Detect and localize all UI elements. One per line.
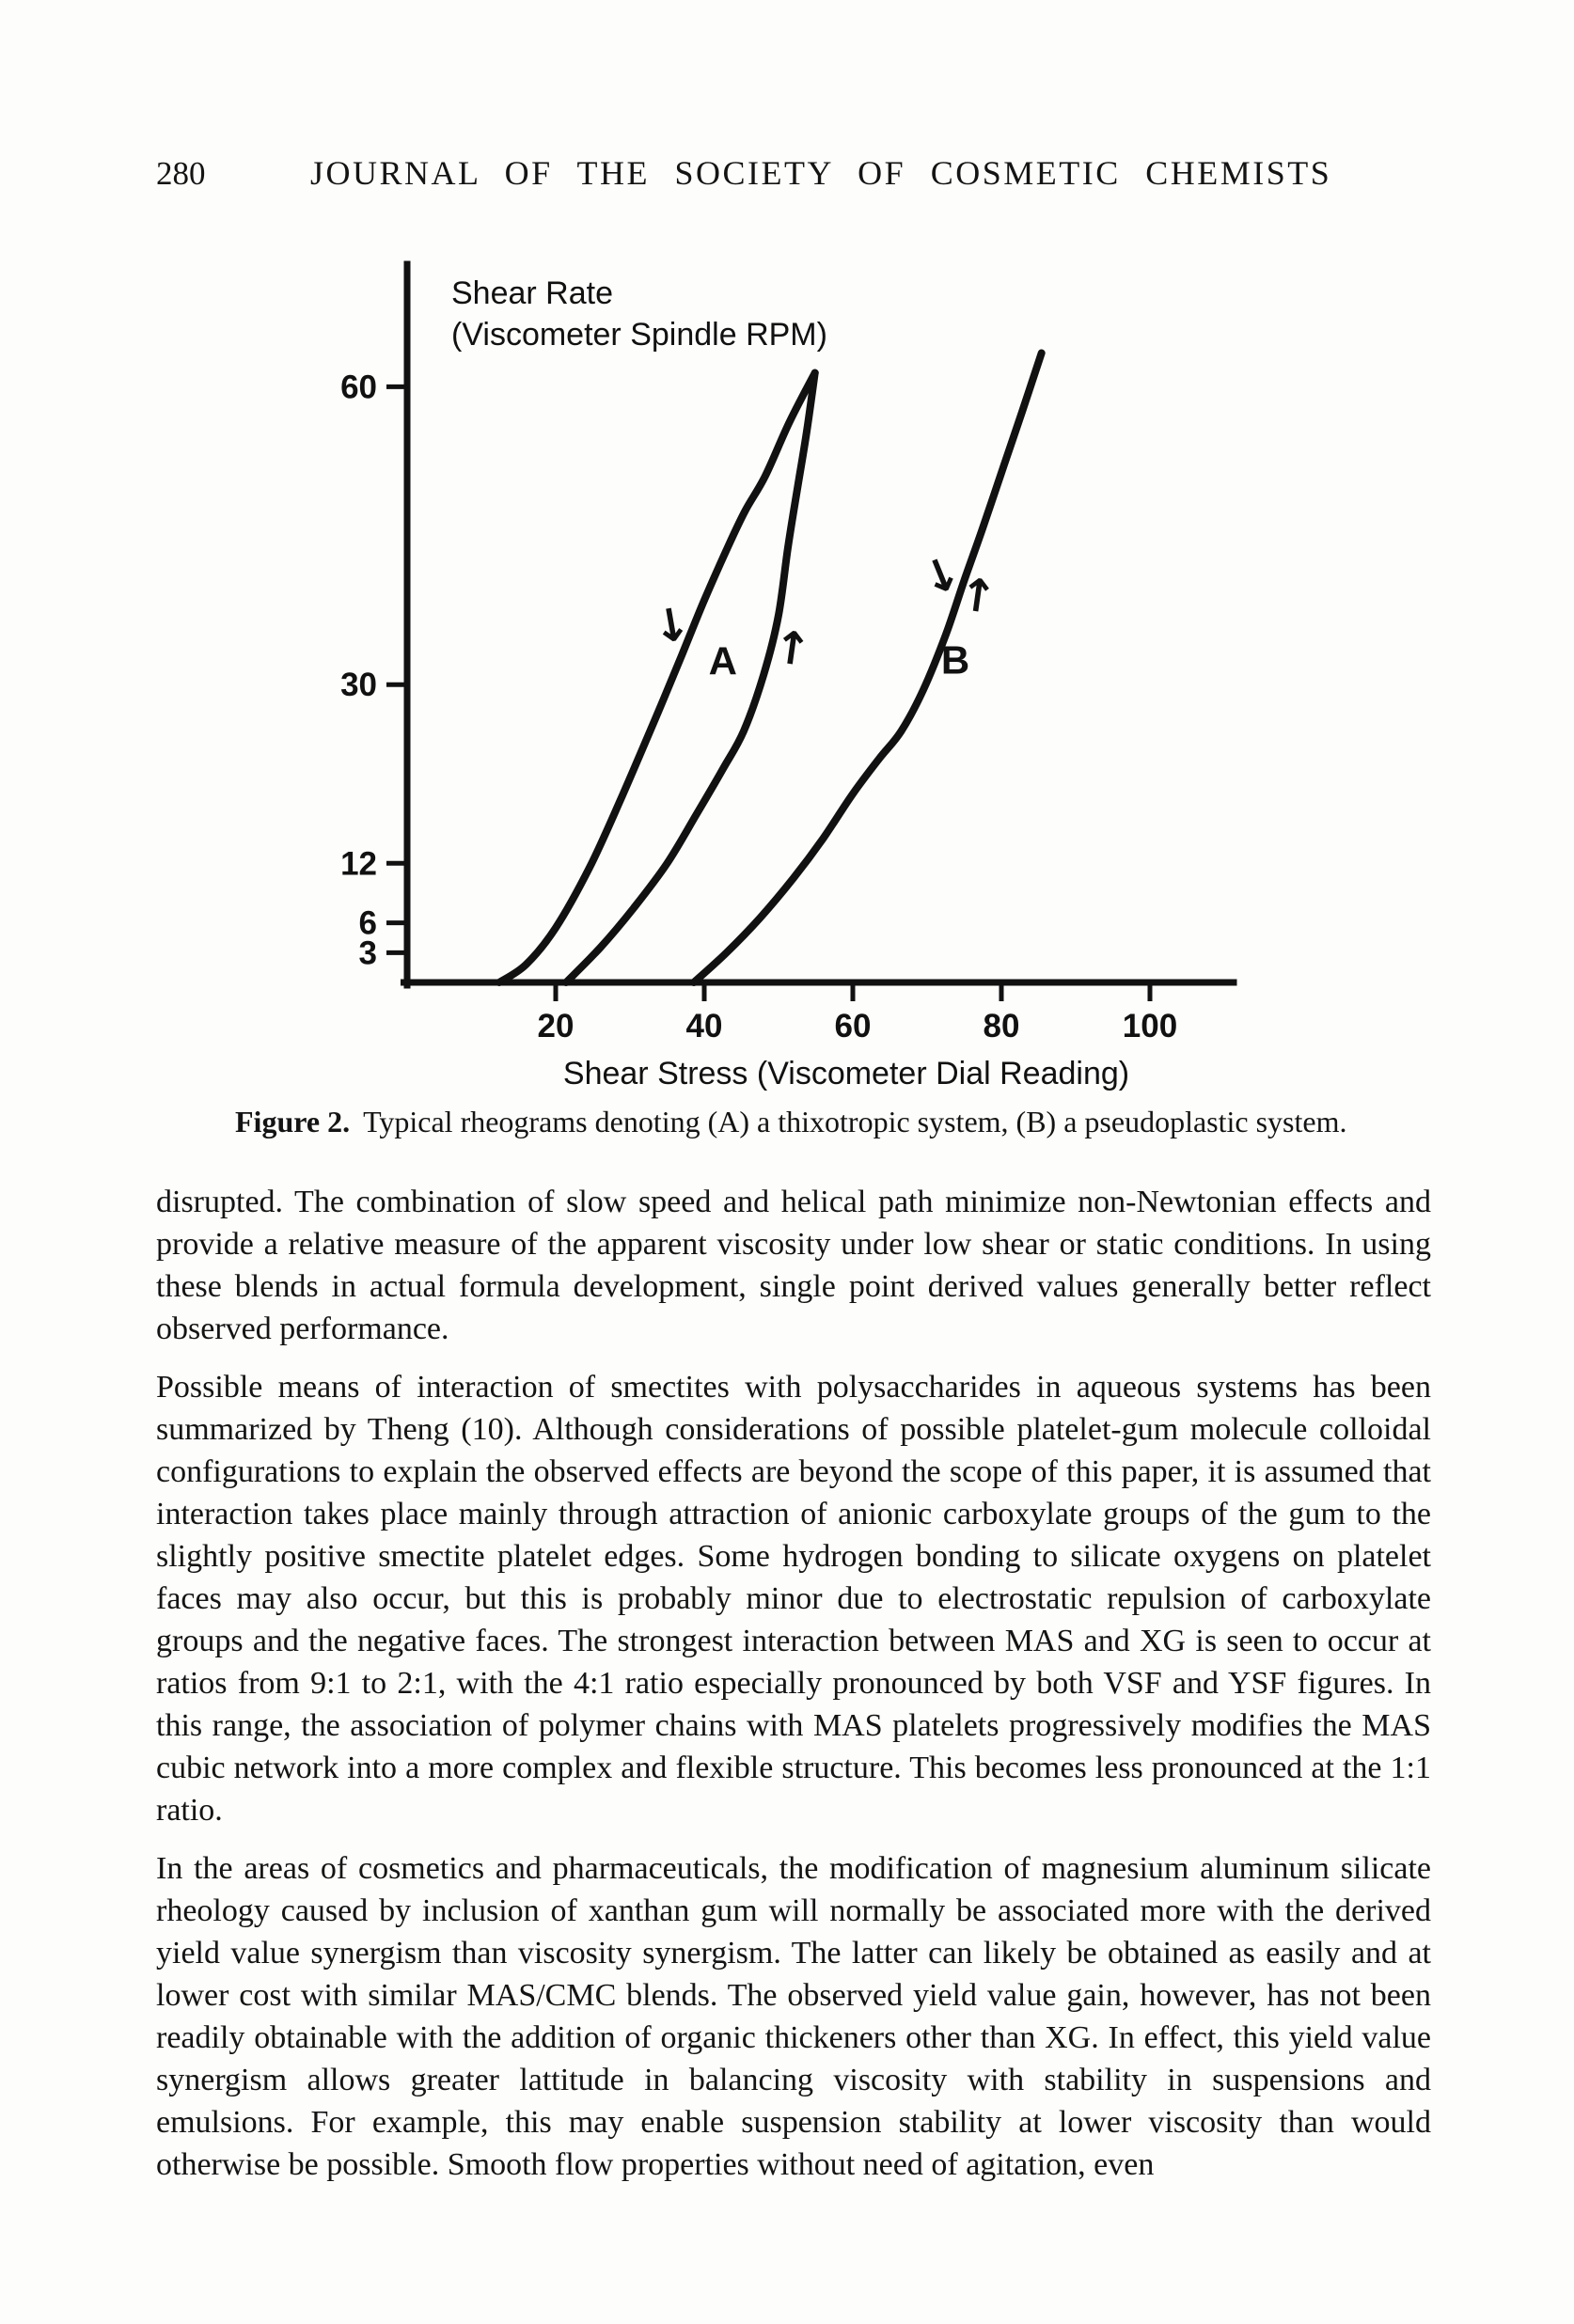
curve-label-B: B [940, 637, 970, 683]
y-tick-label-60: 60 [340, 369, 377, 406]
y-axis-title-line1: Shear Rate [451, 275, 613, 311]
rheogram-chart [244, 233, 1279, 1136]
figure-caption-label: Figure 2. [235, 1105, 351, 1138]
page-number: 280 [156, 155, 206, 192]
curve-A-up [566, 373, 815, 982]
y-tick-label-6: 6 [358, 904, 377, 942]
direction-arrow-5: ↑ [954, 567, 1000, 625]
y-axis-title-line2: (Viscometer Spindle RPM) [451, 317, 827, 353]
curve-B [694, 353, 1042, 983]
figure-2 [244, 233, 1279, 1136]
paragraph-2: Possible means of interaction of smectites with polysaccharides in aqueous systems has been summarized by Theng (10). Although considerations of possible platelet-gum molecule colloidal configurations to explain the observed effects are beyond the scope of this paper, it is assumed that interaction takes place mainly through attraction of anionic carboxylate groups of the gum to the slightly positive smectite platelet edges. Some hydrogen bonding to silicate oxygens on platelet faces may also occur, but this is probably minor due to electrostatic repulsion of carboxylate groups and the negative faces. The strongest interaction between MAS and XG is seen to occur at ratios from 9:1 to 2:1, with the 4:1 ratio especially pronounced by both VSF and YSF figures. In this range, the association of polymer chains with MAS platelets progressively modifies the MAS cubic network into a more complex and flexible structure. This becomes less pronounced at the 1:1 ratio. [156, 1370, 1431, 1828]
x-tick-label-60: 60 [834, 1008, 872, 1044]
paragraph-3: In the areas of cosmetics and pharmaceuticals, the modification of magnesium aluminum silicate rheology caused by inclusion of xanthan gum will normally be associated more with the derived yield value synergism than viscosity synergism. The latter can likely be obtained as easily and at lower cost with similar MAS/CMC blends. The observed yield value gain, however, has not been readily obtainable with the addition of organic thickeners other than XG. In effect, this yield value synergism allows greater lattitude in balancing viscosity with stability in suspensions and emulsions. For example, this may enable suspension stability at lower viscosity than would otherwise be possible. Smooth flow properties without need of agitation, even [156, 1851, 1431, 2182]
figure-caption [235, 1103, 1392, 1140]
body-text [156, 1181, 1431, 2202]
figure-caption-text: Typical rheograms denoting (A) a thixotropic system, (B) a pseudoplastic system. [363, 1105, 1347, 1138]
x-tick-label-100: 100 [1122, 1008, 1178, 1044]
paragraph-1: disrupted. The combination of slow speed and helical path minimize non-Newtonian effects and provide a relative measure of the apparent viscosity under low shear or static conditions. In using these blends in actual formula development, single point derived values generally better reflect observed performance. [156, 1185, 1431, 1346]
curve-A-down [499, 373, 815, 982]
y-tick-label-3: 3 [358, 934, 377, 972]
direction-arrow-2: ↓ [648, 596, 695, 655]
direction-arrow-3: ↑ [769, 620, 815, 678]
y-tick-label-30: 30 [340, 667, 377, 704]
x-tick-label-20: 20 [537, 1008, 575, 1044]
x-axis-title: Shear Stress (Viscometer Dial Reading) [562, 1056, 1130, 1091]
x-tick-label-80: 80 [983, 1008, 1020, 1044]
journal-title: JOURNAL OF THE SOCIETY OF COSMETIC CHEMISTS [310, 154, 1332, 192]
direction-arrow-4: ↓ [913, 544, 969, 608]
curve-label-A: A [708, 638, 737, 683]
page-header [0, 153, 1574, 200]
x-tick-label-40: 40 [685, 1008, 723, 1044]
y-tick-label-12: 12 [340, 845, 377, 883]
